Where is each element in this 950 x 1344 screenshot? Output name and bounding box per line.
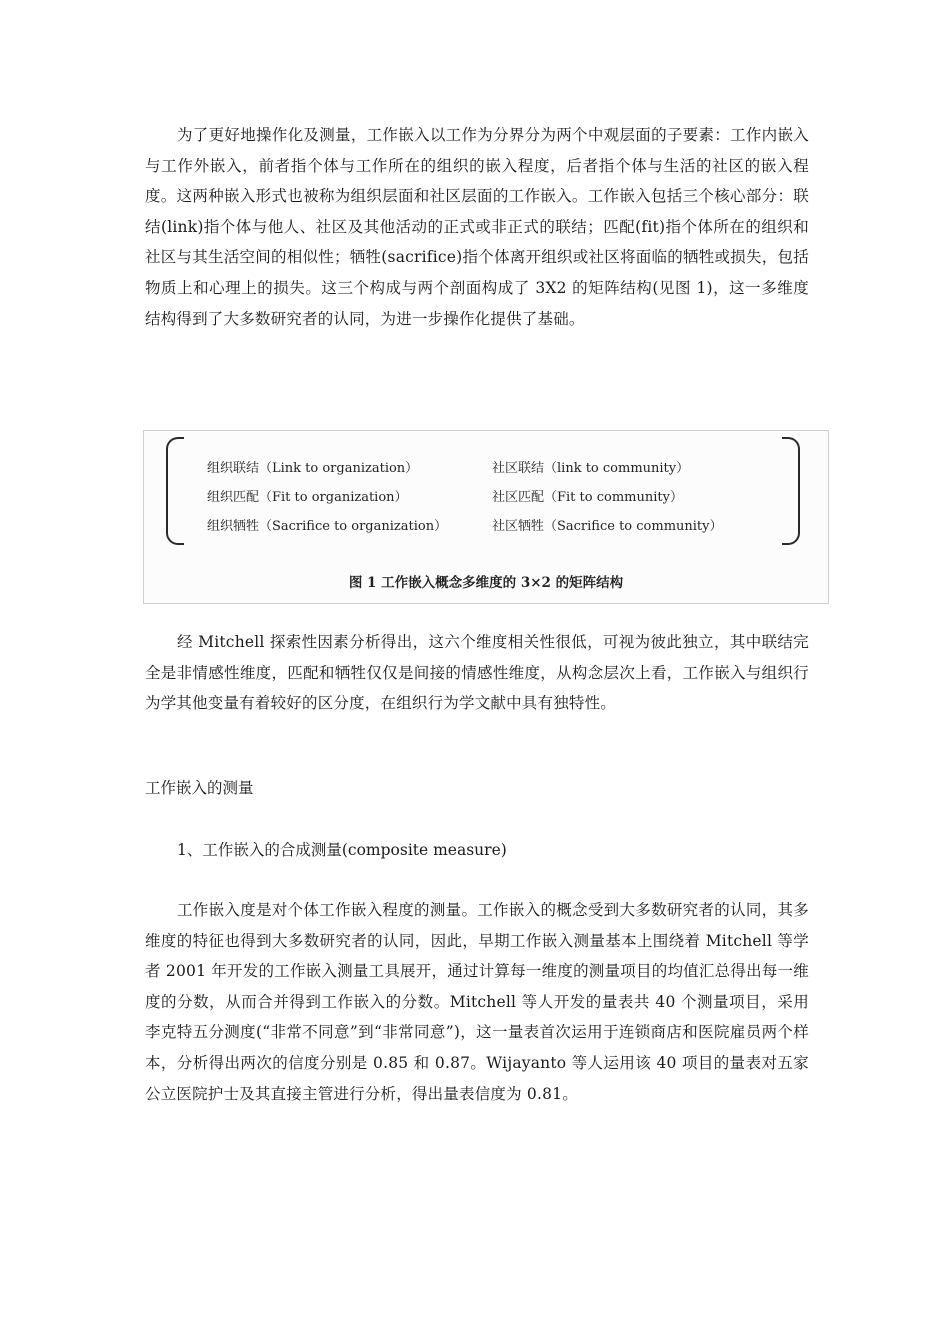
section-heading: 工作嵌入的测量 [145,779,254,797]
figure-caption: 图 1 工作嵌入概念多维度的 3×2 的矩阵结构 [348,575,624,591]
cell-community-sacrifice: 社区牺牲（Sacrifice to community） [492,519,723,534]
cell-community-link: 社区联结（link to community） [492,461,690,476]
figure-matrix [143,430,829,604]
paragraph-1: 为了更好地操作化及测量，工作嵌入以工作为分界分为两个中观层面的子要素：工作内嵌入与工作外嵌入，前者指个体与工作所在的组织的嵌入程度，后者指个体与生活的社区的嵌入程度。这两种嵌入形式也被称为组织层面和社区层面的工作嵌入。工作嵌入包括三个核心部分：联结(link)指个体与他人、社区及其他活动的正式或非正式的联结；匹配(fit)指个体所在的组织和社区与其生活空间的相似性；牺牲(sacrifice)指个体离开组织或社区将面临的牺牲或损失，包括物质上和心理上的损失。这三个构成与两个剖面构成了 3X2 的矩阵结构(见图 1)，这一多维度结构得到了大多数研究者的认同，为进一步操作化提供了基础。 [145,126,809,328]
cell-community-fit: 社区匹配（Fit to community） [492,490,683,505]
right-bracket [782,437,800,545]
cell-org-sacrifice: 组织牺牲（Sacrifice to organization） [207,519,448,534]
paragraph-3: 工作嵌入度是对个体工作嵌入程度的测量。工作嵌入的概念受到大多数研究者的认同，其多维度的特征也得到大多数研究者的认同，因此，早期工作嵌入测量基本上围绕着 Mitchell 等学者 2001 年开发的工作嵌入测量工具展开，通过计算每一维度的测量项目的均值汇总得出每一维度的分数，从而合并得到工作嵌入的分数。Mitchell 等人开发的量表共 40 个测量项目，采用李克特五分测度(“非常不同意”到“非常同意”)，这一量表首次运用于连锁商店和医院雇员两个样本，分析得出两次的信度分别是 0.85 和 0.87。Wijayanto 等人运用该 40 项目的量表对五家公立医院护士及其直接主管进行分析，得出量表信度为 0.81。 [145,901,809,1103]
left-bracket [166,437,184,545]
subsection-heading: 1、工作嵌入的合成测量(composite measure) [177,841,507,859]
cell-org-fit: 组织匹配（Fit to organization） [207,490,408,505]
paragraph-2: 经 Mitchell 探索性因素分析得出，这六个维度相关性很低，可视为彼此独立，其中联结完全是非情感性维度，匹配和牺牲仅仅是间接的情感性维度，从构念层次上看，工作嵌入与组织行为学其他变量有着较好的区分度，在组织行为学文献中具有独特性。 [145,633,809,713]
cell-org-link: 组织联结（Link to organization） [207,461,419,476]
